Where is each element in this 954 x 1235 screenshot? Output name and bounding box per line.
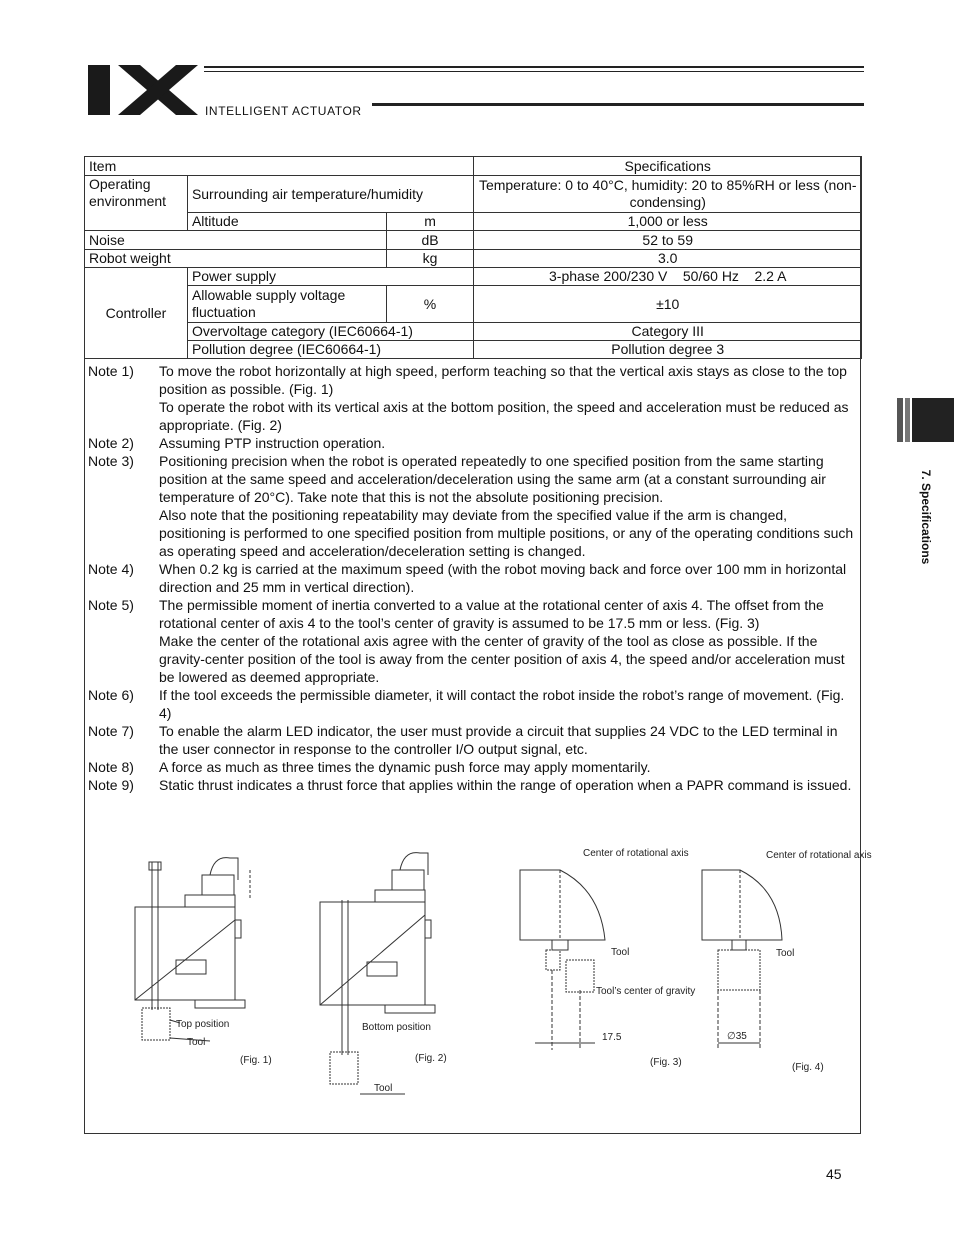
fluct-unit: %	[386, 286, 474, 323]
note-label: Note 3)	[88, 453, 134, 469]
note-label: Note 5)	[88, 597, 134, 613]
altitude-unit: m	[386, 213, 474, 231]
altitude-label: Altitude	[187, 213, 386, 231]
weight-unit: kg	[386, 250, 474, 268]
logo-subtitle: INTELLIGENT ACTUATOR	[205, 104, 362, 118]
note-label: Note 8)	[88, 759, 134, 775]
power-label: Power supply	[187, 268, 474, 286]
controller-label: Controller	[85, 268, 188, 359]
spec-table	[84, 156, 862, 359]
overvolt-label: Overvoltage category (IEC60664-1)	[187, 323, 474, 341]
note-label: Note 6)	[88, 687, 134, 703]
fig1-caption: (Fig. 1)	[240, 1055, 272, 1066]
noise-value: 52 to 59	[474, 231, 862, 250]
temp-value: Temperature: 0 to 40°C, humidity: 20 to 85%RH or less (non-condensing)	[474, 176, 862, 213]
fig4-caption: (Fig. 4)	[792, 1062, 824, 1073]
noise-label: Noise	[85, 231, 387, 250]
fig4-drawing	[702, 870, 782, 1050]
fig3-caption: (Fig. 3)	[650, 1057, 682, 1068]
fig2-robot-drawing	[320, 853, 435, 1084]
header-item: Item	[85, 157, 474, 176]
weight-label: Robot weight	[85, 250, 387, 268]
note-3: Note 3) Positioning precision when the robot is operated repeatedly to one specified position from the same starting position at the same speed and acceleration/deceleration using the same arm (at a constant surrounding air temperature of 20°C). Take note that this is not the absolute positioning precision. Also note that the positioning repeatability may deviate from the specified value if the arm is changed, positioning is performed to one specified position from multiple positions, or any of the operating conditions such as operating speed and acceleration/deceleration setting is changed.	[88, 453, 854, 559]
fluct-value: ±10	[474, 286, 862, 323]
weight-value: 3.0	[474, 250, 862, 268]
note-7: Note 7) To enable the alarm LED indicator, the user must provide a circuit that supplies 24 VDC to the LED terminal in the user connector in response to the controller I/O output signal, etc.	[88, 723, 838, 757]
fig4-label-center: Center of rotational axis	[766, 850, 872, 861]
note-2: Note 2) Assuming PTP instruction operation.	[88, 435, 386, 451]
note-label: Note 9)	[88, 777, 134, 793]
fig4-dimension: ∅35	[727, 1031, 747, 1042]
chapter-label: 7. Specifications	[919, 469, 933, 565]
fig3-label-center: Center of rotational axis	[583, 848, 689, 859]
header-rule-3	[372, 103, 864, 106]
fig1-label-tool: Tool	[187, 1037, 206, 1048]
op-env-label: Operating environment	[85, 176, 188, 231]
fig3-label-cog: Tool’s center of gravity	[596, 986, 696, 997]
note-6: Note 6) If the tool exceeds the permissible diameter, it will contact the robot inside the robot’s range of movement. (Fig. 4)	[88, 687, 845, 721]
note-9: Note 9) Static thrust indicates a thrust force that applies within the range of operation when a PAPR command is issued.	[88, 777, 852, 793]
fig2-label-tool: Tool	[374, 1083, 393, 1094]
altitude-value: 1,000 or less	[474, 213, 862, 231]
note-1: Note 1) To move the robot horizontally at high speed, perform teaching so that the vertical axis stays as close to the top position as possible. (Fig. 1) To operate the robot with its vertical axis at the bottom position, the speed and acceleration must be reduced as appropriate. (Fig. 2)	[88, 363, 849, 433]
fig3-dimension: 17.5	[602, 1032, 622, 1043]
header-rule-2	[204, 71, 864, 72]
fig2-label-position: Bottom position	[362, 1022, 431, 1033]
fig1-label-position: Top position	[176, 1019, 230, 1030]
note-label: Note 7)	[88, 723, 134, 739]
fig3-label-tool: Tool	[611, 947, 630, 958]
ix-logo	[88, 62, 200, 121]
note-label: Note 2)	[88, 435, 134, 451]
pollution-value: Pollution degree 3	[474, 341, 862, 359]
fluct-label: Allowable supply voltage fluctuation	[187, 286, 386, 323]
temp-label: Surrounding air temperature/humidity	[187, 176, 474, 213]
notes-list	[88, 362, 856, 794]
chapter-tab	[897, 398, 954, 442]
note-4: Note 4) When 0.2 kg is carried at the maximum speed (with the robot moving back and force over 100 mm in horizontal direction and 25 mm in vertical direction).	[88, 561, 847, 595]
note-label: Note 4)	[88, 561, 134, 577]
header-spec: Specifications	[474, 157, 862, 176]
fig3-drawing	[520, 870, 605, 1050]
note-label: Note 1)	[88, 363, 134, 379]
noise-unit: dB	[386, 231, 474, 250]
fig1-robot-drawing	[135, 858, 250, 1040]
note-8: Note 8) A force as much as three times the dynamic push force may apply momentarily.	[88, 759, 651, 775]
fig2-caption: (Fig. 2)	[415, 1053, 447, 1064]
fig4-label-tool: Tool	[776, 948, 795, 959]
power-value: 3-phase 200/230 V 50/60 Hz 2.2 A	[474, 268, 862, 286]
figures-area	[130, 840, 872, 1110]
overvolt-value: Category III	[474, 323, 862, 341]
header-rule-1	[204, 66, 864, 68]
pollution-label: Pollution degree (IEC60664-1)	[187, 341, 474, 359]
ix-logo-icon	[88, 62, 200, 116]
page-number: 45	[826, 1166, 842, 1182]
note-5: Note 5) The permissible moment of inertia converted to a value at the rotational center of axis 4. The offset from the rotational center of axis 4 to the tool’s center of gravity is assumed to be 17.5 mm or less. (Fig. 3) Make the center of the rotational axis agree with the center of gravity of the tool as close as possible. If the gravity-center position of the tool is away from the center position of axis 4, the speed and/or acceleration must be lowered as deemed appropriate.	[88, 597, 845, 685]
